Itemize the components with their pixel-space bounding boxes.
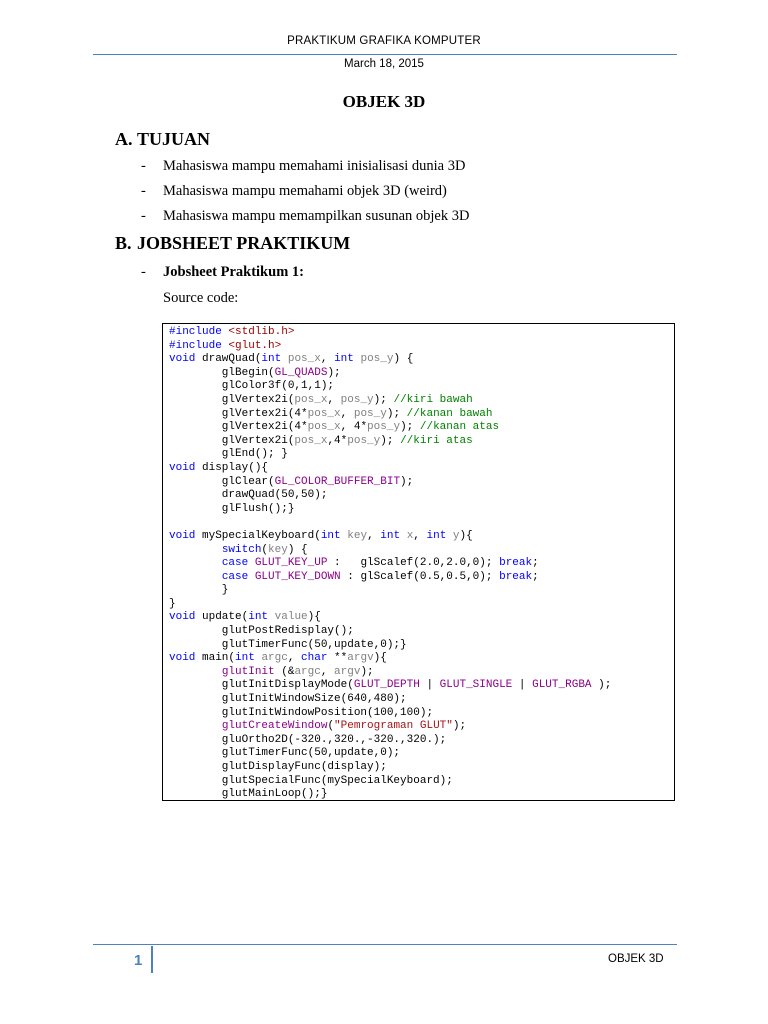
footer-divider — [93, 944, 677, 945]
code-token: case — [221, 570, 249, 583]
code-line — [169, 598, 668, 612]
code-token: pos_y — [347, 434, 381, 447]
code-line — [169, 747, 668, 761]
source-code-label: Source code: — [163, 290, 239, 306]
footer-title: OBJEK 3D — [608, 953, 664, 965]
code-token: glutCreateWindow — [221, 720, 328, 733]
code-token: switch — [221, 543, 262, 556]
code-token: break — [499, 570, 533, 583]
code-line — [169, 435, 668, 449]
code-line — [169, 367, 668, 381]
code-token — [248, 571, 255, 583]
section-b-title: JOBSHEET PRAKTIKUM — [137, 233, 351, 253]
code-token: "Pemrograman GLUT" — [334, 720, 453, 733]
code-line — [169, 788, 668, 801]
code-token: key — [268, 543, 288, 556]
code-token — [169, 571, 222, 583]
code-token: pos_y — [340, 393, 374, 406]
code-token — [169, 720, 222, 732]
code-line — [169, 761, 668, 775]
code-token: void — [169, 652, 196, 665]
code-line — [169, 394, 668, 408]
code-token: , — [367, 529, 381, 542]
code-token: argv — [347, 652, 374, 665]
code-line — [169, 693, 668, 707]
code-token — [281, 353, 288, 365]
code-token: glutInitWindowPosition(100,100); — [169, 706, 434, 719]
code-token — [248, 557, 255, 569]
code-token: : glScalef(2.0,2.0,0); — [327, 557, 500, 570]
code-token — [446, 530, 453, 542]
code-token: key — [347, 529, 368, 542]
code-token: , — [413, 529, 427, 542]
code-line — [169, 421, 668, 435]
code-token: ); — [380, 434, 401, 447]
code-token: | — [419, 679, 440, 692]
code-token: glutPostRedisplay(); — [169, 625, 354, 638]
code-token: : glScalef(0.5,0.5,0); — [340, 570, 500, 583]
code-token: int — [248, 611, 269, 624]
code-token: argc — [294, 665, 321, 678]
code-token: , — [287, 652, 302, 665]
code-token: ); — [452, 720, 467, 733]
code-token: glutMainLoop();} — [169, 788, 328, 801]
page-number: 1 — [134, 952, 143, 969]
code-token: drawQuad(50,50); — [169, 489, 328, 502]
code-line — [169, 734, 668, 748]
code-token: break — [499, 557, 533, 570]
code-line — [169, 353, 668, 367]
code-line — [169, 448, 668, 462]
code-line — [169, 707, 668, 721]
code-token: <glut.h> — [228, 339, 282, 352]
code-line — [169, 611, 668, 625]
code-token: pos_x — [287, 353, 321, 366]
code-token: int — [426, 529, 447, 542]
code-line — [169, 326, 668, 340]
code-token: x — [406, 529, 414, 542]
code-token: glClear( — [169, 475, 275, 488]
code-token: ); — [386, 407, 407, 420]
code-line — [169, 380, 668, 394]
code-line — [169, 516, 668, 530]
code-token: display(){ — [195, 461, 269, 474]
code-token: //kiri atas — [400, 434, 473, 447]
code-token — [169, 557, 222, 569]
code-token: } — [169, 597, 176, 610]
code-token: GLUT_KEY_UP — [254, 557, 328, 570]
code-token: ); — [400, 421, 420, 434]
code-token: void — [169, 611, 196, 624]
code-line — [169, 462, 668, 476]
code-token: ** — [327, 652, 348, 665]
code-token — [169, 666, 222, 678]
code-token: } — [169, 584, 229, 597]
code-token: main( — [195, 652, 236, 665]
code-token: pos_y — [367, 421, 401, 434]
code-token: GL_COLOR_BUFFER_BIT — [274, 475, 401, 488]
code-token: ); — [400, 475, 414, 488]
code-token: glutInitDisplayMode( — [169, 679, 354, 692]
code-token: pos_y — [353, 407, 387, 420]
code-line — [169, 666, 668, 680]
code-token: value — [274, 611, 308, 624]
code-token: ); — [360, 665, 374, 678]
code-line — [169, 489, 668, 503]
code-token: glVertex2i(4* — [169, 407, 308, 420]
code-token: update( — [195, 611, 249, 624]
code-line — [169, 625, 668, 639]
section-a-title: TUJUAN — [137, 129, 211, 149]
header-divider — [93, 54, 677, 55]
code-token: ){ — [373, 652, 387, 665]
code-token: glutTimerFunc(50,update,0); — [169, 747, 401, 760]
code-token: int — [334, 353, 354, 366]
section-b-number: B. — [115, 233, 132, 253]
code-line — [169, 639, 668, 653]
code-line — [169, 720, 668, 734]
bullet-dash: - — [141, 264, 146, 280]
code-token: ( — [261, 543, 269, 556]
code-token: glEnd(); } — [169, 448, 288, 461]
code-token: ,4* — [327, 434, 348, 447]
section-a-heading — [115, 129, 210, 150]
bullet-dash: - — [141, 208, 146, 224]
code-token: int — [320, 529, 341, 542]
code-token: glColor3f(0,1,1); — [169, 380, 335, 393]
code-token: glutSpecialFunc(mySpecialKeyboard); — [169, 774, 453, 787]
code-token: ); — [591, 679, 612, 692]
code-line — [169, 557, 668, 571]
code-token: //kanan atas — [419, 421, 500, 434]
code-token: , — [340, 407, 354, 420]
code-line — [169, 544, 668, 558]
code-line — [169, 679, 668, 693]
code-token: int — [235, 652, 255, 665]
code-token: GLUT_KEY_DOWN — [254, 570, 341, 583]
code-token: glVertex2i(4* — [169, 421, 308, 434]
code-token: void — [169, 353, 196, 366]
code-token: , — [320, 665, 335, 678]
section-b-heading — [115, 233, 350, 254]
code-token: argc — [261, 652, 288, 665]
code-line — [169, 652, 668, 666]
code-token: case — [221, 557, 249, 570]
code-line — [169, 584, 668, 598]
code-token: int — [380, 529, 401, 542]
code-token: argv — [334, 665, 361, 678]
code-token: glutInitWindowSize(640,480); — [169, 693, 407, 706]
code-token: drawQuad( — [195, 353, 262, 366]
document-title: OBJEK 3D — [342, 92, 426, 111]
code-token: pos_x — [294, 434, 328, 447]
jobsheet-label: Jobsheet Praktikum 1: — [163, 264, 304, 280]
code-token: char — [301, 652, 328, 665]
code-token: pos_y — [360, 353, 394, 366]
code-token: ) { — [287, 543, 308, 556]
code-token — [400, 530, 407, 542]
code-token: <stdlib.h> — [228, 326, 295, 338]
footer-page-bar — [151, 946, 153, 973]
code-token — [169, 544, 222, 556]
code-token: mySpecialKeyboard( — [195, 529, 321, 542]
bullet-dash: - — [141, 183, 146, 199]
code-line — [169, 503, 668, 517]
code-token: ){ — [459, 529, 473, 542]
code-token: glVertex2i( — [169, 434, 295, 447]
code-token: glBegin( — [169, 366, 275, 379]
code-token: pos_x — [294, 393, 328, 406]
code-token: ) { — [393, 353, 414, 366]
header-date: March 18, 2015 — [344, 58, 424, 70]
code-token: ; — [532, 570, 539, 583]
code-line — [169, 530, 668, 544]
header-course-title: PRAKTIKUM GRAFIKA KOMPUTER — [287, 35, 481, 47]
code-line — [169, 476, 668, 490]
tujuan-bullet-1 — [141, 158, 465, 175]
code-token: ; — [532, 557, 539, 570]
tujuan-bullet-text: Mahasiswa mampu memahami inisialisasi dunia 3D — [163, 158, 466, 174]
code-token: ( — [327, 720, 335, 733]
bullet-dash: - — [141, 158, 146, 174]
code-token: //kanan bawah — [406, 407, 493, 420]
code-token: GLUT_RGBA — [532, 679, 592, 692]
tujuan-bullet-text: Mahasiswa mampu memampilkan susunan objek 3D — [163, 208, 470, 224]
code-line — [169, 775, 668, 789]
section-a-number: A. — [115, 129, 133, 149]
tujuan-bullet-text: Mahasiswa mampu memahami objek 3D (weird) — [163, 183, 447, 199]
tujuan-bullet-3 — [141, 208, 469, 225]
code-token: ){ — [307, 611, 321, 624]
code-token: #include — [169, 326, 229, 338]
code-token: GL_QUADS — [274, 366, 328, 379]
code-token: glutDisplayFunc(display); — [169, 761, 387, 773]
code-token: GLUT_DEPTH — [353, 679, 420, 692]
code-token: , 4* — [340, 421, 368, 434]
code-token: , — [327, 393, 341, 406]
code-token: (& — [274, 665, 295, 678]
code-token: void — [169, 529, 196, 542]
code-token: int — [261, 353, 282, 366]
code-token: ); — [327, 366, 341, 379]
code-token: pos_x — [307, 421, 341, 434]
code-line — [169, 571, 668, 585]
code-token: void — [169, 461, 196, 474]
code-token: glVertex2i( — [169, 393, 295, 406]
tujuan-bullet-2 — [141, 183, 447, 200]
code-token: pos_x — [307, 407, 341, 420]
code-line — [169, 408, 668, 422]
code-token: GLUT_SINGLE — [439, 679, 513, 692]
code-listing — [162, 323, 675, 801]
code-token — [268, 611, 275, 623]
code-token: | — [512, 679, 533, 692]
code-token: gluOrtho2D(-320.,320.,-320.,320.); — [169, 733, 447, 746]
code-token: ); — [373, 393, 394, 406]
code-token: glutTimerFunc(50,update,0);} — [169, 638, 407, 651]
code-token: , — [320, 353, 335, 366]
code-line — [169, 340, 668, 354]
code-token: y — [452, 529, 460, 542]
code-token: //kiri bawah — [393, 393, 473, 406]
jobsheet-bullet — [141, 264, 304, 281]
code-token: glutInit — [221, 665, 275, 678]
code-token: glFlush();} — [169, 502, 295, 515]
code-token: #include — [169, 339, 229, 352]
